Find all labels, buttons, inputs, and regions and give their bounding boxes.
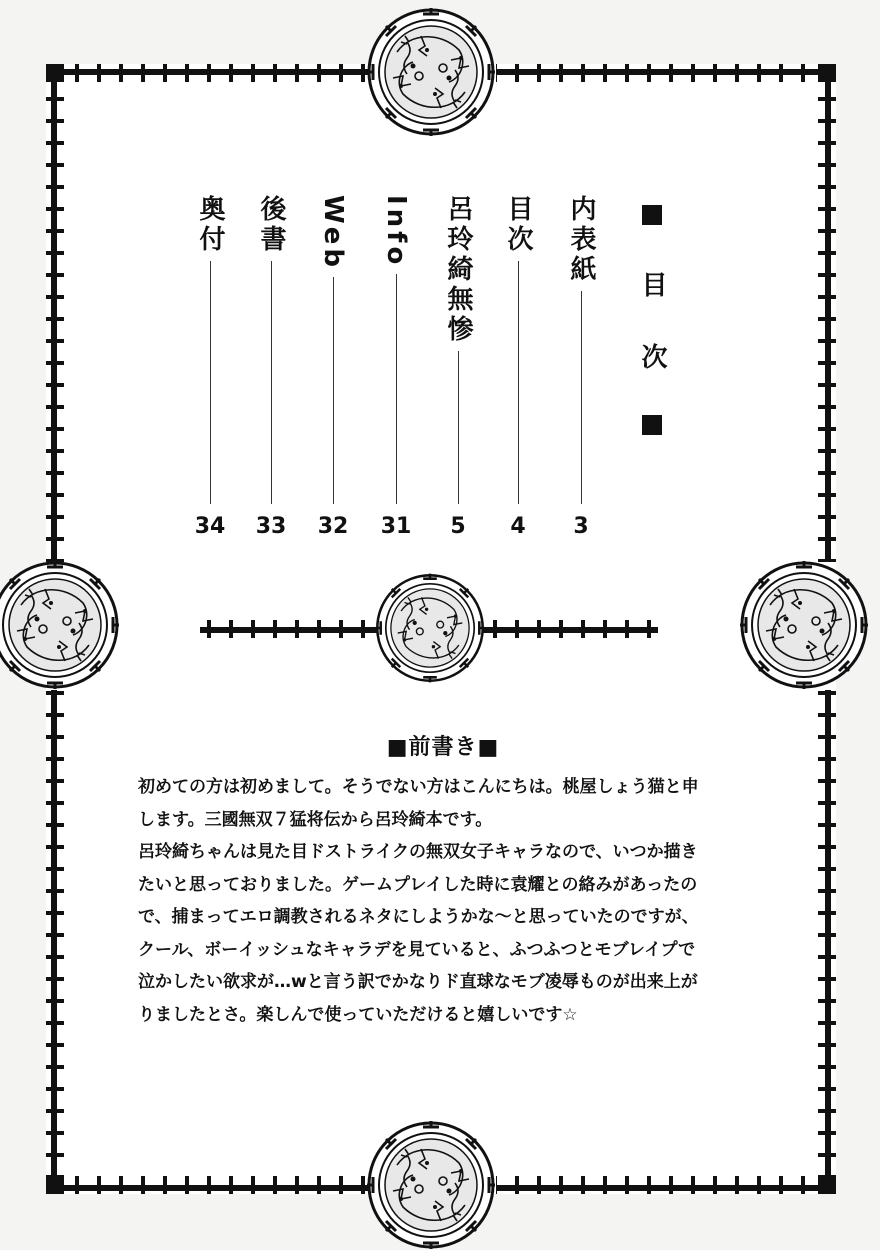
black-square-icon <box>642 205 662 225</box>
preface-title: ■前書き■ <box>386 735 500 760</box>
toc-entry <box>315 195 351 540</box>
preface-line: クール、ボーイッシュなキャラデを見ていると、ふつふつとモブレイプで <box>138 939 696 960</box>
toc-entry <box>253 195 289 540</box>
toc-heading-char-1: 目 <box>637 271 667 297</box>
toc-entry-page: 32 <box>317 514 349 539</box>
toc-entry <box>192 195 228 540</box>
toc-entry-title: 呂玲綺無惨 <box>443 195 473 345</box>
toc-entry-page: 34 <box>194 514 226 539</box>
toc-entry-title: 目次 <box>503 195 533 255</box>
toc-entry <box>378 195 414 540</box>
toc-leader-line <box>581 291 582 504</box>
toc-leader-line <box>333 277 334 504</box>
preface-line: 呂玲綺ちゃんは見た目ドストライクの無双女子キャラなので、いつか描き <box>138 842 698 862</box>
toc-entry-page: 5 <box>450 514 466 539</box>
preface-section <box>138 730 748 1031</box>
preface-line: 初めての方は初めまして。そうでない方はこんにちは。桃屋しょう猫と申 <box>138 777 699 797</box>
preface-line: 泣かしたい欲求が…wと言う訳でかなりド直球なモブ凌辱ものが出来上が <box>138 972 698 992</box>
toc-entry-title: Web <box>318 195 348 271</box>
toc-entry <box>500 195 536 540</box>
toc-entry <box>563 195 599 540</box>
preface-line: で、捕まってエロ調教されるネタにしようかな～と思っていたのですが、 <box>138 907 699 927</box>
toc-entry-title: Info <box>381 195 411 269</box>
toc-leader-line <box>458 351 459 504</box>
toc-entry-title: 後書 <box>256 195 286 255</box>
preface-line: りましたとさ。楽しんで使っていただけると嬉しいです☆ <box>138 1004 578 1025</box>
toc-entry-page: 3 <box>573 514 589 539</box>
toc-heading-char-2: 次 <box>637 343 667 369</box>
toc-leader-line <box>396 274 397 504</box>
preface-line: たいと思っておりました。ゲームプレイした時に袁耀との絡みがあったの <box>138 874 698 895</box>
toc-entry <box>440 195 476 540</box>
toc-leader-line <box>210 261 211 504</box>
toc-heading <box>630 205 674 435</box>
table-of-contents <box>190 195 670 555</box>
toc-entry-title: 内表紙 <box>566 195 596 285</box>
toc-leader-line <box>518 261 519 504</box>
toc-entry-page: 33 <box>255 514 287 539</box>
toc-leader-line <box>271 261 272 504</box>
black-square-icon <box>642 415 662 435</box>
toc-entry-page: 4 <box>510 514 526 539</box>
preface-line: します。三國無双７猛将伝から呂玲綺本です。 <box>138 809 493 830</box>
toc-entry-page: 31 <box>380 514 412 539</box>
toc-entry-title: 奥付 <box>195 195 225 255</box>
